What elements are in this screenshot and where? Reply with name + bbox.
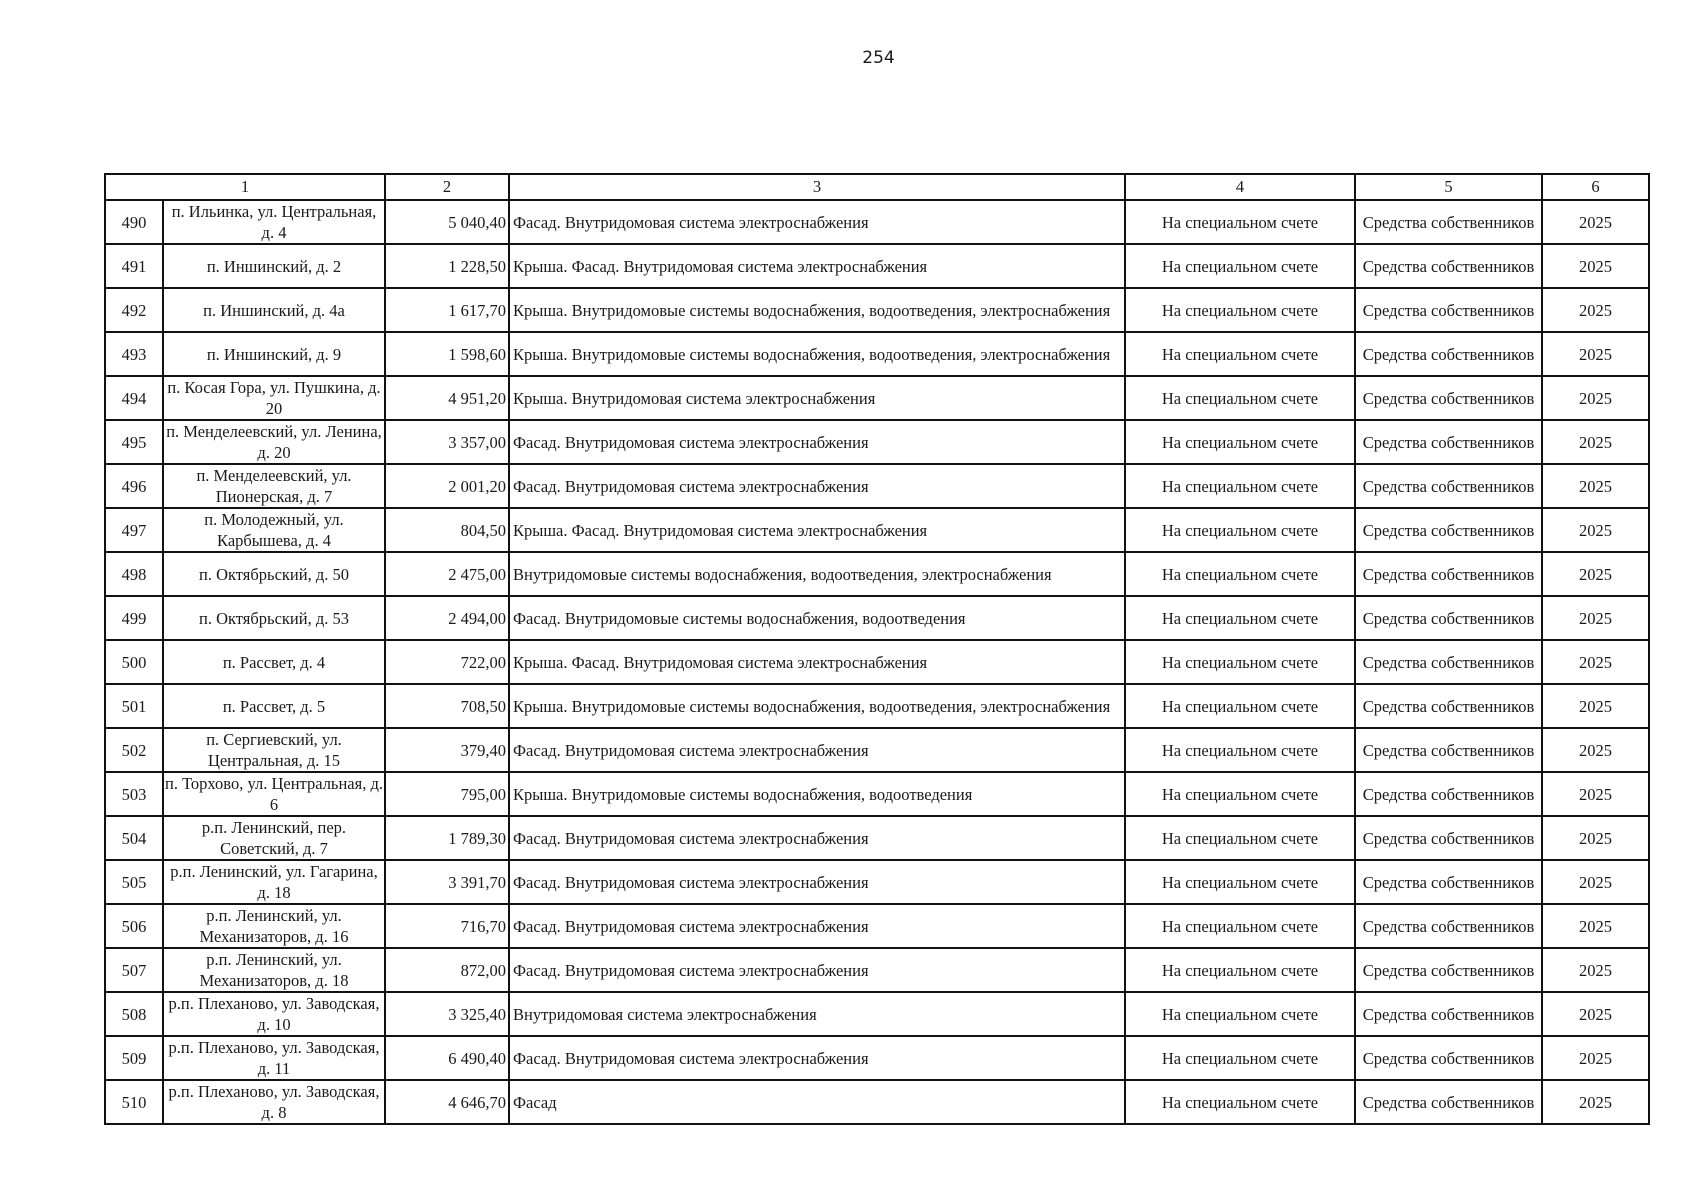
column-number-row — [105, 174, 1649, 200]
cost-cell: 379,40 — [385, 728, 509, 772]
row-number: 504 — [105, 816, 163, 860]
financing-method-cell: На специальном счете — [1125, 948, 1355, 992]
row-number: 505 — [105, 860, 163, 904]
table-row — [105, 860, 1649, 904]
table-row — [105, 464, 1649, 508]
cost-cell: 2 494,00 — [385, 596, 509, 640]
works-cell: Фасад. Внутридомовая система электроснабжения — [509, 948, 1125, 992]
table-row — [105, 772, 1649, 816]
financing-method-cell: На специальном счете — [1125, 992, 1355, 1036]
works-cell: Фасад — [509, 1080, 1125, 1124]
address-cell: п. Менделеевский, ул. Ленина, д. 20 — [163, 420, 385, 464]
table-row — [105, 728, 1649, 772]
table-row — [105, 596, 1649, 640]
works-cell: Фасад. Внутридомовая система электроснабжения — [509, 728, 1125, 772]
financing-method-cell: На специальном счете — [1125, 684, 1355, 728]
table-row — [105, 288, 1649, 332]
works-cell: Крыша. Внутридомовые системы водоснабжения, водоотведения, электроснабжения — [509, 332, 1125, 376]
funding-source-cell: Средства собственников — [1355, 552, 1542, 596]
financing-method-cell: На специальном счете — [1125, 288, 1355, 332]
table-row — [105, 816, 1649, 860]
cost-cell: 6 490,40 — [385, 1036, 509, 1080]
column-header-4: 4 — [1125, 174, 1355, 200]
address-cell: п. Иншинский, д. 4а — [163, 288, 385, 332]
row-number: 507 — [105, 948, 163, 992]
cost-cell: 3 325,40 — [385, 992, 509, 1036]
address-cell: п. Ильинка, ул. Центральная, д. 4 — [163, 200, 385, 244]
funding-source-cell: Средства собственников — [1355, 728, 1542, 772]
works-cell: Крыша. Фасад. Внутридомовая система электроснабжения — [509, 640, 1125, 684]
funding-source-cell: Средства собственников — [1355, 684, 1542, 728]
row-number: 496 — [105, 464, 163, 508]
year-cell: 2025 — [1542, 1036, 1649, 1080]
table-row — [105, 948, 1649, 992]
financing-method-cell: На специальном счете — [1125, 244, 1355, 288]
year-cell: 2025 — [1542, 200, 1649, 244]
year-cell: 2025 — [1542, 992, 1649, 1036]
works-cell: Фасад. Внутридомовая система электроснабжения — [509, 904, 1125, 948]
row-number: 502 — [105, 728, 163, 772]
year-cell: 2025 — [1542, 640, 1649, 684]
funding-source-cell: Средства собственников — [1355, 508, 1542, 552]
table-row — [105, 244, 1649, 288]
table-row — [105, 684, 1649, 728]
cost-cell: 872,00 — [385, 948, 509, 992]
funding-source-cell: Средства собственников — [1355, 420, 1542, 464]
works-cell: Фасад. Внутридомовая система электроснабжения — [509, 420, 1125, 464]
funding-source-cell: Средства собственников — [1355, 904, 1542, 948]
table-row — [105, 640, 1649, 684]
funding-source-cell: Средства собственников — [1355, 596, 1542, 640]
column-header-1: 1 — [105, 174, 385, 200]
page-number: 254 — [862, 48, 895, 68]
row-number: 506 — [105, 904, 163, 948]
funding-source-cell: Средства собственников — [1355, 200, 1542, 244]
address-cell: р.п. Плеханово, ул. Заводская, д. 11 — [163, 1036, 385, 1080]
address-cell: п. Молодежный, ул. Карбышева, д. 4 — [163, 508, 385, 552]
cost-cell: 1 617,70 — [385, 288, 509, 332]
cost-cell: 722,00 — [385, 640, 509, 684]
cost-cell: 1 789,30 — [385, 816, 509, 860]
address-cell: п. Иншинский, д. 2 — [163, 244, 385, 288]
works-cell: Внутридомовая система электроснабжения — [509, 992, 1125, 1036]
works-cell: Фасад. Внутридомовая система электроснабжения — [509, 200, 1125, 244]
cost-cell: 1 228,50 — [385, 244, 509, 288]
housing-repair-table — [104, 173, 1650, 1125]
row-number: 495 — [105, 420, 163, 464]
financing-method-cell: На специальном счете — [1125, 772, 1355, 816]
funding-source-cell: Средства собственников — [1355, 244, 1542, 288]
financing-method-cell: На специальном счете — [1125, 816, 1355, 860]
year-cell: 2025 — [1542, 948, 1649, 992]
address-cell: п. Косая Гора, ул. Пушкина, д. 20 — [163, 376, 385, 420]
address-cell: р.п. Плеханово, ул. Заводская, д. 10 — [163, 992, 385, 1036]
financing-method-cell: На специальном счете — [1125, 728, 1355, 772]
funding-source-cell: Средства собственников — [1355, 948, 1542, 992]
cost-cell: 1 598,60 — [385, 332, 509, 376]
year-cell: 2025 — [1542, 816, 1649, 860]
row-number: 493 — [105, 332, 163, 376]
financing-method-cell: На специальном счете — [1125, 1080, 1355, 1124]
financing-method-cell: На специальном счете — [1125, 1036, 1355, 1080]
funding-source-cell: Средства собственников — [1355, 640, 1542, 684]
address-cell: п. Октябрьский, д. 53 — [163, 596, 385, 640]
table-row — [105, 200, 1649, 244]
year-cell: 2025 — [1542, 376, 1649, 420]
cost-cell: 2 475,00 — [385, 552, 509, 596]
works-cell: Фасад. Внутридомовая система электроснабжения — [509, 1036, 1125, 1080]
cost-cell: 708,50 — [385, 684, 509, 728]
table-row — [105, 332, 1649, 376]
works-cell: Крыша. Фасад. Внутридомовая система электроснабжения — [509, 508, 1125, 552]
table-row — [105, 376, 1649, 420]
works-cell: Фасад. Внутридомовая система электроснабжения — [509, 816, 1125, 860]
table-row — [105, 1080, 1649, 1124]
year-cell: 2025 — [1542, 552, 1649, 596]
cost-cell: 2 001,20 — [385, 464, 509, 508]
funding-source-cell: Средства собственников — [1355, 1036, 1542, 1080]
financing-method-cell: На специальном счете — [1125, 552, 1355, 596]
row-number: 500 — [105, 640, 163, 684]
cost-cell: 3 357,00 — [385, 420, 509, 464]
year-cell: 2025 — [1542, 904, 1649, 948]
row-number: 499 — [105, 596, 163, 640]
year-cell: 2025 — [1542, 464, 1649, 508]
financing-method-cell: На специальном счете — [1125, 904, 1355, 948]
financing-method-cell: На специальном счете — [1125, 420, 1355, 464]
table-body — [105, 174, 1649, 1124]
year-cell: 2025 — [1542, 728, 1649, 772]
row-number: 498 — [105, 552, 163, 596]
year-cell: 2025 — [1542, 508, 1649, 552]
row-number: 494 — [105, 376, 163, 420]
works-cell: Крыша. Внутридомовые системы водоснабжения, водоотведения — [509, 772, 1125, 816]
year-cell: 2025 — [1542, 244, 1649, 288]
funding-source-cell: Средства собственников — [1355, 816, 1542, 860]
works-cell: Внутридомовые системы водоснабжения, водоотведения, электроснабжения — [509, 552, 1125, 596]
funding-source-cell: Средства собственников — [1355, 376, 1542, 420]
works-cell: Фасад. Внутридомовая система электроснабжения — [509, 860, 1125, 904]
row-number: 509 — [105, 1036, 163, 1080]
table-row — [105, 992, 1649, 1036]
year-cell: 2025 — [1542, 684, 1649, 728]
financing-method-cell: На специальном счете — [1125, 200, 1355, 244]
address-cell: п. Иншинский, д. 9 — [163, 332, 385, 376]
financing-method-cell: На специальном счете — [1125, 464, 1355, 508]
column-header-3: 3 — [509, 174, 1125, 200]
address-cell: п. Торхово, ул. Центральная, д. 6 — [163, 772, 385, 816]
table-row — [105, 1036, 1649, 1080]
row-number: 510 — [105, 1080, 163, 1124]
column-header-6: 6 — [1542, 174, 1649, 200]
financing-method-cell: На специальном счете — [1125, 376, 1355, 420]
works-cell: Крыша. Фасад. Внутридомовая система электроснабжения — [509, 244, 1125, 288]
cost-cell: 5 040,40 — [385, 200, 509, 244]
funding-source-cell: Средства собственников — [1355, 772, 1542, 816]
row-number: 490 — [105, 200, 163, 244]
funding-source-cell: Средства собственников — [1355, 332, 1542, 376]
address-cell: п. Сергиевский, ул. Центральная, д. 15 — [163, 728, 385, 772]
address-cell: п. Рассвет, д. 4 — [163, 640, 385, 684]
cost-cell: 716,70 — [385, 904, 509, 948]
works-cell: Фасад. Внутридомовая система электроснабжения — [509, 464, 1125, 508]
row-number: 492 — [105, 288, 163, 332]
financing-method-cell: На специальном счете — [1125, 596, 1355, 640]
table-row — [105, 420, 1649, 464]
funding-source-cell: Средства собственников — [1355, 464, 1542, 508]
year-cell: 2025 — [1542, 288, 1649, 332]
cost-cell: 3 391,70 — [385, 860, 509, 904]
column-header-5: 5 — [1355, 174, 1542, 200]
table-row — [105, 552, 1649, 596]
year-cell: 2025 — [1542, 332, 1649, 376]
address-cell: р.п. Ленинский, пер. Советский, д. 7 — [163, 816, 385, 860]
works-cell: Фасад. Внутридомовые системы водоснабжения, водоотведения — [509, 596, 1125, 640]
address-cell: р.п. Ленинский, ул. Гагарина, д. 18 — [163, 860, 385, 904]
column-header-2: 2 — [385, 174, 509, 200]
address-cell: п. Октябрьский, д. 50 — [163, 552, 385, 596]
financing-method-cell: На специальном счете — [1125, 332, 1355, 376]
address-cell: п. Менделеевский, ул. Пионерская, д. 7 — [163, 464, 385, 508]
row-number: 497 — [105, 508, 163, 552]
row-number: 491 — [105, 244, 163, 288]
financing-method-cell: На специальном счете — [1125, 860, 1355, 904]
funding-source-cell: Средства собственников — [1355, 992, 1542, 1036]
row-number: 508 — [105, 992, 163, 1036]
works-cell: Крыша. Внутридомовая система электроснабжения — [509, 376, 1125, 420]
row-number: 501 — [105, 684, 163, 728]
works-cell: Крыша. Внутридомовые системы водоснабжения, водоотведения, электроснабжения — [509, 288, 1125, 332]
funding-source-cell: Средства собственников — [1355, 860, 1542, 904]
financing-method-cell: На специальном счете — [1125, 508, 1355, 552]
cost-cell: 4 646,70 — [385, 1080, 509, 1124]
funding-source-cell: Средства собственников — [1355, 288, 1542, 332]
year-cell: 2025 — [1542, 772, 1649, 816]
cost-cell: 4 951,20 — [385, 376, 509, 420]
funding-source-cell: Средства собственников — [1355, 1080, 1542, 1124]
table-row — [105, 904, 1649, 948]
cost-cell: 804,50 — [385, 508, 509, 552]
address-cell: р.п. Ленинский, ул. Механизаторов, д. 16 — [163, 904, 385, 948]
year-cell: 2025 — [1542, 596, 1649, 640]
year-cell: 2025 — [1542, 1080, 1649, 1124]
address-cell: р.п. Ленинский, ул. Механизаторов, д. 18 — [163, 948, 385, 992]
table-row — [105, 508, 1649, 552]
year-cell: 2025 — [1542, 860, 1649, 904]
works-cell: Крыша. Внутридомовые системы водоснабжения, водоотведения, электроснабжения — [509, 684, 1125, 728]
year-cell: 2025 — [1542, 420, 1649, 464]
financing-method-cell: На специальном счете — [1125, 640, 1355, 684]
row-number: 503 — [105, 772, 163, 816]
address-cell: р.п. Плеханово, ул. Заводская, д. 8 — [163, 1080, 385, 1124]
address-cell: п. Рассвет, д. 5 — [163, 684, 385, 728]
cost-cell: 795,00 — [385, 772, 509, 816]
